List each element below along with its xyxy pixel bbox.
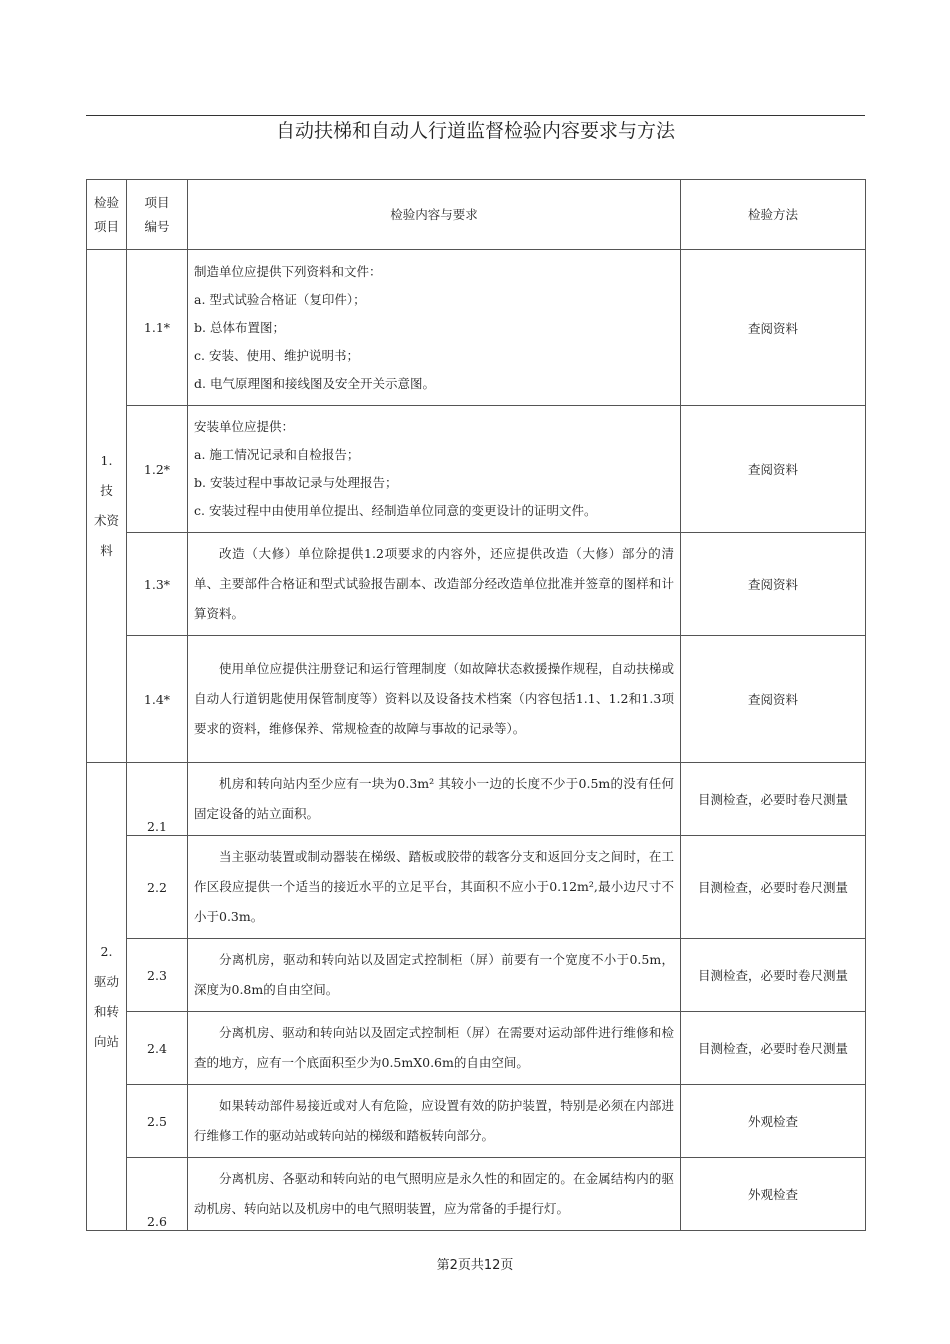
item-number: 2.3 <box>127 939 188 1012</box>
table-row <box>87 250 866 406</box>
header-item-no <box>127 180 188 250</box>
category-line: 2. <box>100 943 113 959</box>
table-row <box>87 836 866 939</box>
category-line: 向站 <box>93 1033 119 1049</box>
item-number: 1.1* <box>127 250 188 406</box>
category-line: 驱动 <box>93 973 119 989</box>
content-paragraph: 分离机房，驱动和转向站以及固定式控制柜（屏）前要有一个宽度不小于0.5m，深度为0.8m的自由空间。 <box>194 952 674 997</box>
header-method: 检验方法 <box>681 180 866 250</box>
page-title: 自动扶梯和自动人行道监督检验内容要求与方法 <box>275 120 675 142</box>
table-row <box>87 406 866 533</box>
item-number: 2.5 <box>127 1085 188 1158</box>
table-row <box>87 533 866 636</box>
content-line: b. 总体布置图； <box>194 319 285 335</box>
item-content <box>188 250 681 406</box>
item-method: 目测检查，必要时卷尺测量 <box>681 939 866 1012</box>
category-technical-docs <box>87 250 127 763</box>
header-item-no-line1: 项目 <box>144 194 170 210</box>
table-row <box>87 1012 866 1085</box>
inspection-table <box>86 179 866 1231</box>
table-row <box>87 939 866 1012</box>
content-line: c. 安装、使用、维护说明书； <box>194 347 359 363</box>
item-content <box>188 1085 681 1158</box>
category-line: 术资 <box>93 513 119 528</box>
header-category <box>87 180 127 250</box>
table-row <box>87 763 866 836</box>
item-content <box>188 939 681 1012</box>
item-number: 2.4 <box>127 1012 188 1085</box>
item-method: 查阅资料 <box>681 250 866 406</box>
content-line: b. 安装过程中事故记录与处理报告； <box>194 475 398 490</box>
item-number: 1.3* <box>127 533 188 636</box>
content-paragraph: 机房和转向站内至少应有一块为0.3m² 其较小一边的长度不少于0.5m的没有任何固定设备的站立面积。 <box>194 776 674 821</box>
item-method: 目测检查，必要时卷尺测量 <box>681 1012 866 1085</box>
item-number: 2.1 <box>127 763 188 836</box>
category-line: 1. <box>100 453 113 468</box>
item-content <box>188 636 681 763</box>
content-line: a. 施工情况记录和自检报告； <box>194 447 360 462</box>
item-content <box>188 1012 681 1085</box>
header-category-line1: 检验 <box>93 194 119 210</box>
item-content <box>188 406 681 533</box>
item-content <box>188 533 681 636</box>
content-paragraph: 改造（大修）单位除提供1.2项要求的内容外，还应提供改造（大修）部分的清单、主要部件合格证和型式试验报告副本、改造部分经改造单位批准并签章的图样和计算资料。 <box>194 546 674 621</box>
header-item-no-line2: 编号 <box>144 218 170 234</box>
content-line: 制造单位应提供下列资料和文件： <box>194 263 382 279</box>
header-content: 检验内容与要求 <box>188 180 681 250</box>
item-method: 外观检查 <box>681 1085 866 1158</box>
item-method: 外观检查 <box>681 1158 866 1231</box>
item-method: 目测检查，必要时卷尺测量 <box>681 763 866 836</box>
item-number: 2.2 <box>127 836 188 939</box>
item-method: 查阅资料 <box>681 636 866 763</box>
category-drive-station <box>87 763 127 1231</box>
content-line: 安装单位应提供： <box>194 419 295 434</box>
table-row <box>87 1158 866 1231</box>
header-category-line2: 项目 <box>93 218 119 234</box>
item-method: 目测检查，必要时卷尺测量 <box>681 836 866 939</box>
page-footer: 第2页共12页 <box>436 1258 514 1273</box>
content-paragraph: 分离机房、各驱动和转向站的电气照明应是永久性的和固定的。在金属结构内的驱动机房、转向站以及机房中的电气照明装置，应为常备的手提行灯。 <box>194 1171 674 1216</box>
content-paragraph: 使用单位应提供注册登记和运行管理制度（如故障状态救援操作规程，自动扶梯或自动人行道钥匙使用保管制度等）资料以及设备技术档案（内容包括1.1、1.2和1.3项要求的资料，维修保养、常规检查的故障与事故的记录等）。 <box>194 661 674 736</box>
content-paragraph: 当主驱动装置或制动器装在梯级、踏板或胶带的载客分支和返回分支之间时，在工作区段应提供一个适当的接近水平的立足平台，其面积不应小于0.12m²,最小边尺寸不小于0.3m。 <box>194 849 674 924</box>
category-line: 和转 <box>93 1003 119 1019</box>
item-number: 1.2* <box>127 406 188 533</box>
item-number: 1.4* <box>127 636 188 763</box>
item-content <box>188 1158 681 1231</box>
table-row <box>87 636 866 763</box>
table-row <box>87 1085 866 1158</box>
content-paragraph: 分离机房、驱动和转向站以及固定式控制柜（屏）在需要对运动部件进行维修和检查的地方，应有一个底面积至少为0.5mX0.6m的自由空间。 <box>194 1025 674 1070</box>
category-line: 技 <box>100 483 113 498</box>
item-method: 查阅资料 <box>681 533 866 636</box>
item-content <box>188 763 681 836</box>
table-header-row <box>87 180 866 250</box>
content-line: c. 安装过程中由使用单位提出、经制造单位同意的变更设计的证明文件。 <box>194 503 597 518</box>
category-line: 料 <box>100 543 113 558</box>
item-number: 2.6 <box>127 1158 188 1231</box>
item-method: 查阅资料 <box>681 406 866 533</box>
content-line: d. 电气原理图和接线图及安全开关示意图。 <box>194 375 435 391</box>
content-paragraph: 如果转动部件易接近或对人有危险，应设置有效的防护装置，特别是必须在内部进行维修工作的驱动站或转向站的梯级和踏板转向部分。 <box>194 1098 674 1143</box>
item-content <box>188 836 681 939</box>
content-line: a. 型式试验合格证（复印件）； <box>194 291 366 307</box>
top-rule <box>86 115 865 116</box>
